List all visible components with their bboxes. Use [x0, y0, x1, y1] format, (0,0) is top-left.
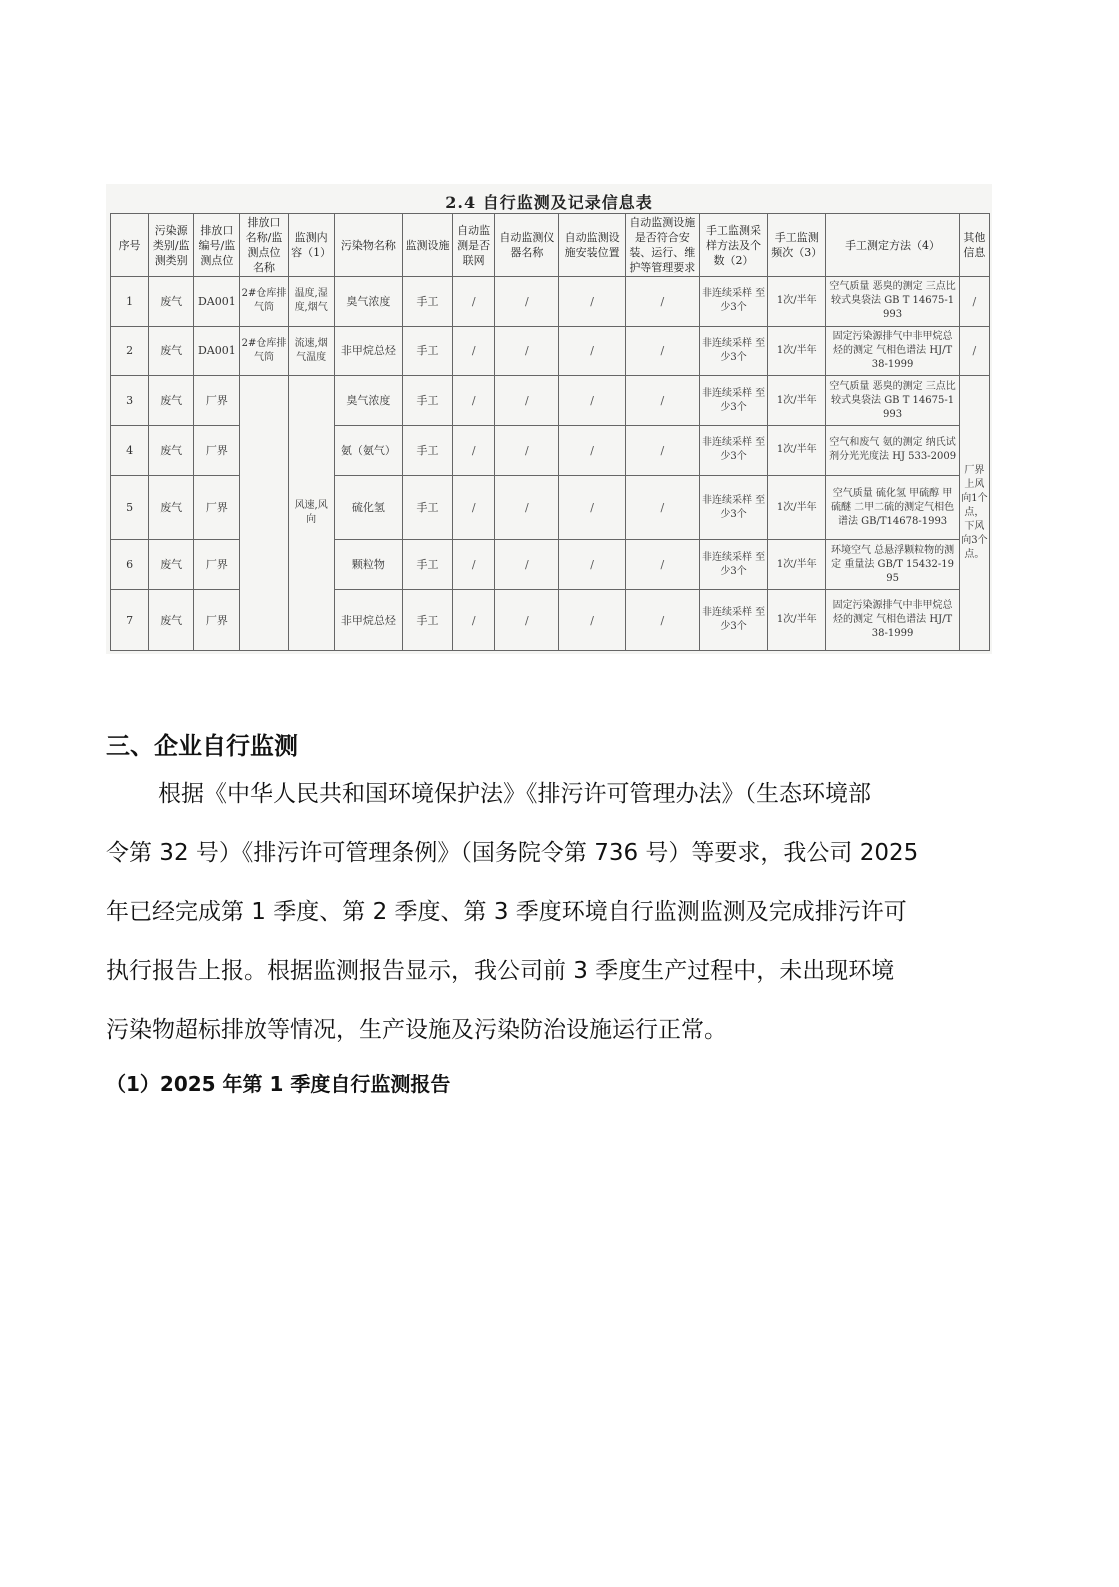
cell-pollutant: 氨（氨气） [334, 425, 402, 475]
cell-type: 废气 [149, 590, 194, 651]
cell-compliance: / [625, 376, 699, 426]
cell-outlet: 厂界 [194, 540, 240, 590]
cell-no: 1 [111, 277, 149, 327]
cell-type: 废气 [149, 540, 194, 590]
cell-type: 废气 [149, 326, 194, 376]
paragraph-line: 根据《中华人民共和国环境保护法》《排污许可管理办法》（生态环境部 [158, 781, 871, 807]
cell-facility: 手工 [402, 475, 452, 540]
cell-method: 空气质量 硫化氢 甲硫醇 甲硫醚 二甲二硫的测定气相色谱法 GB/T14678-1993 [826, 475, 959, 540]
cell-other: / [959, 326, 989, 376]
paragraph-line: 年已经完成第 1 季度、第 2 季度、第 3 季度环境自行监测监测及完成排污许可 [106, 899, 907, 925]
paragraph-line: 污染物超标排放等情况，生产设施及污染防治设施运行正常。 [106, 1017, 727, 1043]
cell-freq: 1次/半年 [768, 425, 826, 475]
header-cell: 手工监测频次（3） [768, 214, 826, 277]
cell-compliance: / [625, 425, 699, 475]
table-row [111, 326, 990, 376]
header-cell: 监测设施 [402, 214, 452, 277]
cell-facility: 手工 [402, 540, 452, 590]
cell-type: 废气 [149, 376, 194, 426]
cell-other-merged: 厂界上风向1个点，下风向3个点。 [959, 376, 989, 651]
cell-outlet: DA001 [194, 326, 240, 376]
cell-no: 3 [111, 376, 149, 426]
cell-position: / [559, 540, 625, 590]
cell-method: 空气和废气 氨的测定 纳氏试剂分光光度法 HJ 533-2009 [826, 425, 959, 475]
cell-no: 6 [111, 540, 149, 590]
table-row [111, 277, 990, 327]
monitoring-table [110, 213, 990, 651]
cell-outlet: 厂界 [194, 376, 240, 426]
cell-no: 5 [111, 475, 149, 540]
table-title: 2.4 自行监测及记录信息表 [445, 193, 653, 212]
cell-online: / [453, 376, 495, 426]
cell-compliance: / [625, 326, 699, 376]
cell-online: / [453, 540, 495, 590]
header-cell: 手工测定方法（4） [826, 214, 959, 277]
cell-facility: 手工 [402, 326, 452, 376]
cell-content-merged: 风速,风向 [288, 376, 334, 651]
cell-content: 温度,湿度,烟气 [288, 277, 334, 327]
cell-freq: 1次/半年 [768, 475, 826, 540]
cell-online: / [453, 475, 495, 540]
paragraph-line: 执行报告上报。根据监测报告显示，我公司前 3 季度生产过程中，未出现环境 [106, 958, 895, 984]
cell-outlet: 厂界 [194, 590, 240, 651]
cell-pollutant: 硫化氢 [334, 475, 402, 540]
cell-no: 2 [111, 326, 149, 376]
cell-method: 固定污染源排气中非甲烷总烃的测定 气相色谱法 HJ/T 38-1999 [826, 326, 959, 376]
header-cell: 自动监测设施是否符合安装、运行、维护等管理要求 [625, 214, 699, 277]
cell-freq: 1次/半年 [768, 540, 826, 590]
cell-sampling: 非连续采样 至少3个 [699, 475, 767, 540]
scanned-table-image [106, 184, 992, 654]
cell-method: 环境空气 总悬浮颗粒物的测定 重量法 GB/T 15432-1995 [826, 540, 959, 590]
cell-position: / [559, 376, 625, 426]
section-heading: 三、企业自行监测 [106, 732, 298, 760]
cell-freq: 1次/半年 [768, 326, 826, 376]
cell-other: / [959, 277, 989, 327]
cell-name-empty [240, 376, 288, 651]
cell-freq: 1次/半年 [768, 590, 826, 651]
cell-instrument: / [495, 326, 559, 376]
header-cell: 序号 [111, 214, 149, 277]
cell-pollutant: 非甲烷总烃 [334, 326, 402, 376]
cell-pollutant: 臭气浓度 [334, 277, 402, 327]
header-cell: 排放口编号/监测点位 [194, 214, 240, 277]
cell-outlet: 厂界 [194, 425, 240, 475]
header-cell: 污染源类别/监测类别 [149, 214, 194, 277]
cell-online: / [453, 590, 495, 651]
cell-compliance: / [625, 475, 699, 540]
cell-sampling: 非连续采样 至少3个 [699, 540, 767, 590]
body-paragraph [106, 765, 999, 1060]
cell-content: 流速,烟气温度 [288, 326, 334, 376]
header-cell: 监测内容（1） [288, 214, 334, 277]
cell-pollutant: 非甲烷总烃 [334, 590, 402, 651]
cell-method: 空气质量 恶臭的测定 三点比较式臭袋法 GB T 14675-1993 [826, 277, 959, 327]
header-cell: 排放口名称/监测点位名称 [240, 214, 288, 277]
cell-no: 7 [111, 590, 149, 651]
cell-position: / [559, 475, 625, 540]
cell-position: / [559, 326, 625, 376]
header-cell: 手工监测采样方法及个数（2） [699, 214, 767, 277]
cell-position: / [559, 425, 625, 475]
cell-instrument: / [495, 540, 559, 590]
cell-compliance: / [625, 277, 699, 327]
cell-type: 废气 [149, 475, 194, 540]
cell-online: / [453, 277, 495, 327]
cell-freq: 1次/半年 [768, 277, 826, 327]
header-cell: 自动监测是否联网 [453, 214, 495, 277]
cell-sampling: 非连续采样 至少3个 [699, 590, 767, 651]
cell-instrument: / [495, 425, 559, 475]
cell-position: / [559, 590, 625, 651]
cell-name: 2#仓库排气筒 [240, 326, 288, 376]
table-row [111, 376, 990, 426]
cell-sampling: 非连续采样 至少3个 [699, 277, 767, 327]
cell-online: / [453, 326, 495, 376]
cell-position: / [559, 277, 625, 327]
cell-instrument: / [495, 590, 559, 651]
header-cell: 其他信息 [959, 214, 989, 277]
cell-method: 固定污染源排气中非甲烷总烃的测定 气相色谱法 HJ/T 38-1999 [826, 590, 959, 651]
paragraph-line: 令第 32 号）《排污许可管理条例》（国务院令第 736 号）等要求，我公司 2025 [106, 840, 919, 866]
cell-facility: 手工 [402, 376, 452, 426]
cell-online: / [453, 425, 495, 475]
cell-instrument: / [495, 376, 559, 426]
cell-outlet: DA001 [194, 277, 240, 327]
cell-facility: 手工 [402, 277, 452, 327]
header-cell: 自动监测仪器名称 [495, 214, 559, 277]
cell-instrument: / [495, 475, 559, 540]
subsection-heading: （1）2025 年第 1 季度自行监测报告 [106, 1072, 451, 1096]
cell-compliance: / [625, 590, 699, 651]
cell-pollutant: 臭气浓度 [334, 376, 402, 426]
cell-no: 4 [111, 425, 149, 475]
header-cell: 污染物名称 [334, 214, 402, 277]
header-cell: 自动监测设施安装位置 [559, 214, 625, 277]
cell-compliance: / [625, 540, 699, 590]
cell-pollutant: 颗粒物 [334, 540, 402, 590]
cell-name: 2#仓库排气筒 [240, 277, 288, 327]
cell-instrument: / [495, 277, 559, 327]
cell-sampling: 非连续采样 至少3个 [699, 376, 767, 426]
cell-type: 废气 [149, 277, 194, 327]
cell-freq: 1次/半年 [768, 376, 826, 426]
cell-type: 废气 [149, 425, 194, 475]
cell-outlet: 厂界 [194, 475, 240, 540]
cell-sampling: 非连续采样 至少3个 [699, 326, 767, 376]
cell-method: 空气质量 恶臭的测定 三点比较式臭袋法 GB T 14675-1993 [826, 376, 959, 426]
cell-facility: 手工 [402, 425, 452, 475]
cell-sampling: 非连续采样 至少3个 [699, 425, 767, 475]
table-header-row [111, 214, 990, 277]
cell-facility: 手工 [402, 590, 452, 651]
